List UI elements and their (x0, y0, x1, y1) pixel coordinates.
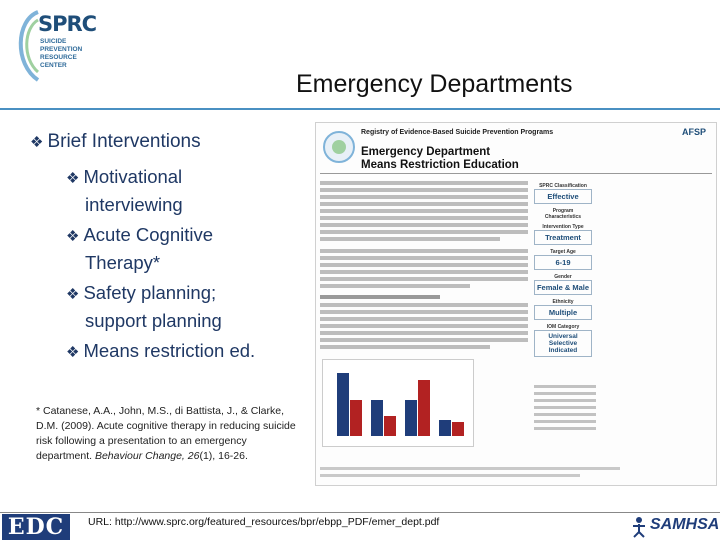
doc-chart-bar (418, 380, 430, 436)
doc-text-line (534, 392, 596, 395)
gender-value: Female & Male (534, 280, 592, 295)
doc-text-line (534, 406, 596, 409)
doc-text-line (534, 427, 596, 430)
doc-text-line (320, 295, 440, 299)
doc-text-line (320, 277, 528, 281)
sprc-seal-icon (322, 127, 356, 167)
diamond-bullet-icon: ❖ (66, 170, 80, 187)
classification-value: Effective (534, 189, 592, 204)
target-age-value: 6-19 (534, 255, 592, 270)
bullet-main: ❖ Brief Interventions (30, 131, 201, 152)
doc-text-line (320, 331, 528, 335)
doc-text-line (534, 420, 596, 423)
sprc-subtitle: SUICIDE PREVENTION RESOURCE CENTER (40, 38, 83, 69)
ethnicity-value: Multiple (534, 305, 592, 320)
doc-text-line (320, 209, 528, 213)
citation: * Catanese, A.A., John, M.S., di Battista, J., & Clarke, D.M. (2009). Acute cognitive therapy in reducing suicide risk following a presentation to an emergency department. Behaviour Change, 26(1), 16-26. (36, 405, 296, 462)
doc-text-line (320, 256, 528, 260)
doc-text-line (320, 317, 528, 321)
doc-title: Emergency Department Means Restriction Education (361, 146, 519, 171)
iom-category-value: Universal Selective Indicated (534, 330, 592, 357)
doc-text-line (320, 181, 528, 185)
doc-header: Registry of Evidence-Based Suicide Prevention Programs (361, 129, 554, 136)
doc-text-line (320, 270, 528, 274)
doc-text-line (320, 249, 528, 253)
sprc-logo-arc-icon (8, 6, 42, 84)
title-divider (0, 108, 720, 110)
afsp-logo: AFSP (681, 127, 706, 137)
doc-text-line (320, 223, 528, 227)
samhsa-figure-icon (630, 516, 648, 538)
diamond-bullet-icon: ❖ (66, 344, 80, 361)
program-document-image (315, 122, 717, 486)
doc-text-line (320, 202, 528, 206)
doc-text-line (534, 413, 596, 416)
doc-divider (320, 173, 712, 174)
doc-sidebar: SPRC Classification Effective Program Characteristics Intervention Type Treatment Target Age 6-19 Gender Female & Male Ethnicity Multiple IOM Category Universal Selective Indicated (534, 179, 592, 357)
doc-text-line (320, 195, 528, 199)
sprc-logo (8, 6, 97, 84)
doc-text-line (320, 324, 528, 328)
doc-footer-line (320, 474, 580, 477)
source-url: URL: http://www.sprc.org/featured_resources/bpr/ebpp_PDF/emer_dept.pdf (88, 516, 440, 528)
doc-text-line (320, 230, 528, 234)
doc-text-line (320, 284, 470, 288)
doc-chart-bar (384, 416, 396, 436)
footer-divider (0, 512, 720, 513)
sub-bullet-2: ❖ Acute Cognitive Therapy* (66, 224, 214, 273)
doc-chart-bar (405, 400, 417, 436)
doc-text-line (320, 345, 490, 349)
doc-text-line (534, 399, 596, 402)
doc-bar-chart (322, 359, 474, 447)
doc-text-line (320, 188, 528, 192)
sprc-acronym: SPRC (38, 12, 97, 36)
sub-bullet-1: ❖ Motivational interviewing (66, 166, 183, 215)
doc-text-line (320, 216, 528, 220)
slide-title: Emergency Departments (296, 70, 573, 98)
diamond-bullet-icon: ❖ (66, 228, 80, 245)
samhsa-logo: SAMHSA (630, 514, 716, 540)
doc-footer-line (320, 467, 620, 470)
doc-chart-bar (337, 373, 349, 436)
doc-text-line (320, 263, 528, 267)
doc-text-line (320, 237, 500, 241)
doc-text-line (320, 338, 528, 342)
doc-text-line (534, 385, 596, 388)
intervention-type-value: Treatment (534, 230, 592, 245)
edc-logo: EDC (2, 514, 70, 540)
doc-text-line (320, 303, 528, 307)
doc-text-line (320, 310, 528, 314)
doc-chart-bar (452, 422, 464, 436)
sub-bullet-4: ❖ Means restriction ed. (66, 340, 256, 361)
doc-chart-bar (439, 420, 451, 436)
diamond-bullet-icon: ❖ (30, 134, 44, 151)
sub-bullet-3: ❖ Safety planning; support planning (66, 282, 222, 331)
doc-chart-bar (350, 400, 362, 436)
doc-chart-bar (371, 400, 383, 436)
diamond-bullet-icon: ❖ (66, 286, 80, 303)
